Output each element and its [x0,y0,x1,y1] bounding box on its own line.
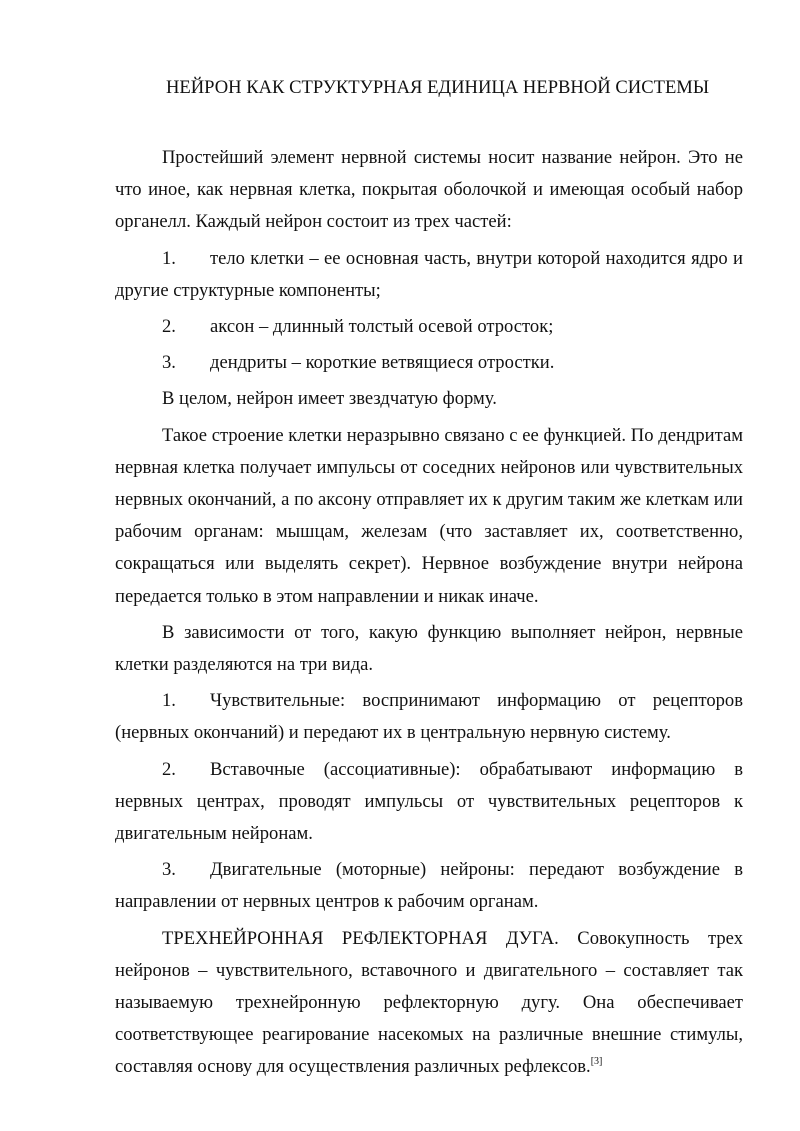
list-item-text: тело клетки – ее основная часть, внутри которой находится ядро и другие структурные компоненты; [115,247,743,301]
list-number: 1. [162,690,176,712]
list-number: 1. [162,247,176,269]
document-title: НЕЙРОН КАК СТРУКТУРНАЯ ЕДИНИЦА НЕРВНОЙ СИСТЕМЫ [165,77,710,98]
types-list-item [115,685,743,749]
types-list-item [115,854,743,918]
list-item-text: Чувствительные: воспринимают информацию от рецепторов (нервных окончаний) и передают их в центральную нервную систему. [115,690,743,744]
list-item-text: аксон – длинный толстый осевой отросток; [210,316,554,338]
list-number: 3. [162,859,176,881]
parts-list-item [115,311,743,343]
list-number: 2. [162,758,176,780]
reflex-arc-text: ТРЕХНЕЙРОННАЯ РЕФЛЕКТОРНАЯ ДУГА. Совокупность трех нейронов – чувствительного, вставочного и двигательного – составляет так называемую трехнейронную рефлекторную дугу. Она обеспечивает соответствующее реагирование насекомых на различные внешние стимулы, составляя основу для осуществления различных рефлексов. [115,927,743,1078]
citation-reference[interactable]: [3] [590,1056,603,1068]
types-list-item [115,754,743,851]
list-item-text: дендриты – короткие ветвящиеся отростки. [210,352,555,374]
list-item-text: Двигательные (моторные) нейроны: передают возбуждение в направлении от нервных центров к рабочим органам. [115,859,743,913]
shape-paragraph: В целом, нейрон имеет звездчатую форму. [162,388,497,410]
reflex-arc-paragraph [115,923,743,1084]
intro-paragraph: Простейший элемент нервной системы носит название нейрон. Это не что иное, как нервная клетка, покрытая оболочкой и имеющая особый набор органелл. Каждый нейрон состоит из трех частей: [115,147,743,233]
document-body [115,142,743,1084]
function-paragraph: Такое строение клетки неразрывно связано с ее функцией. По дендритам нервная клетка получает импульсы от соседних нейронов или чувствительных нервных окончаний, а по аксону отправляет их к другим таким же клеткам или рабочим органам: мышцам, железам (что заставляет их, соответственно, сокращаться или выделять секрет). Нервное возбуждение внутри нейрона передается только в этом направлении и никак иначе. [115,424,743,607]
list-number: 3. [162,352,176,374]
list-number: 2. [162,316,176,338]
list-item-text: Вставочные (ассоциативные): обрабатывают информацию в нервных центрах, проводят импульсы от чувствительных рецепторов к двигательным нейронам. [115,758,743,845]
parts-list-item [115,243,743,307]
types-intro-paragraph: В зависимости от того, какую функцию выполняет нейрон, нервные клетки разделяются на три вида. [115,621,743,676]
parts-list-item [115,347,743,379]
